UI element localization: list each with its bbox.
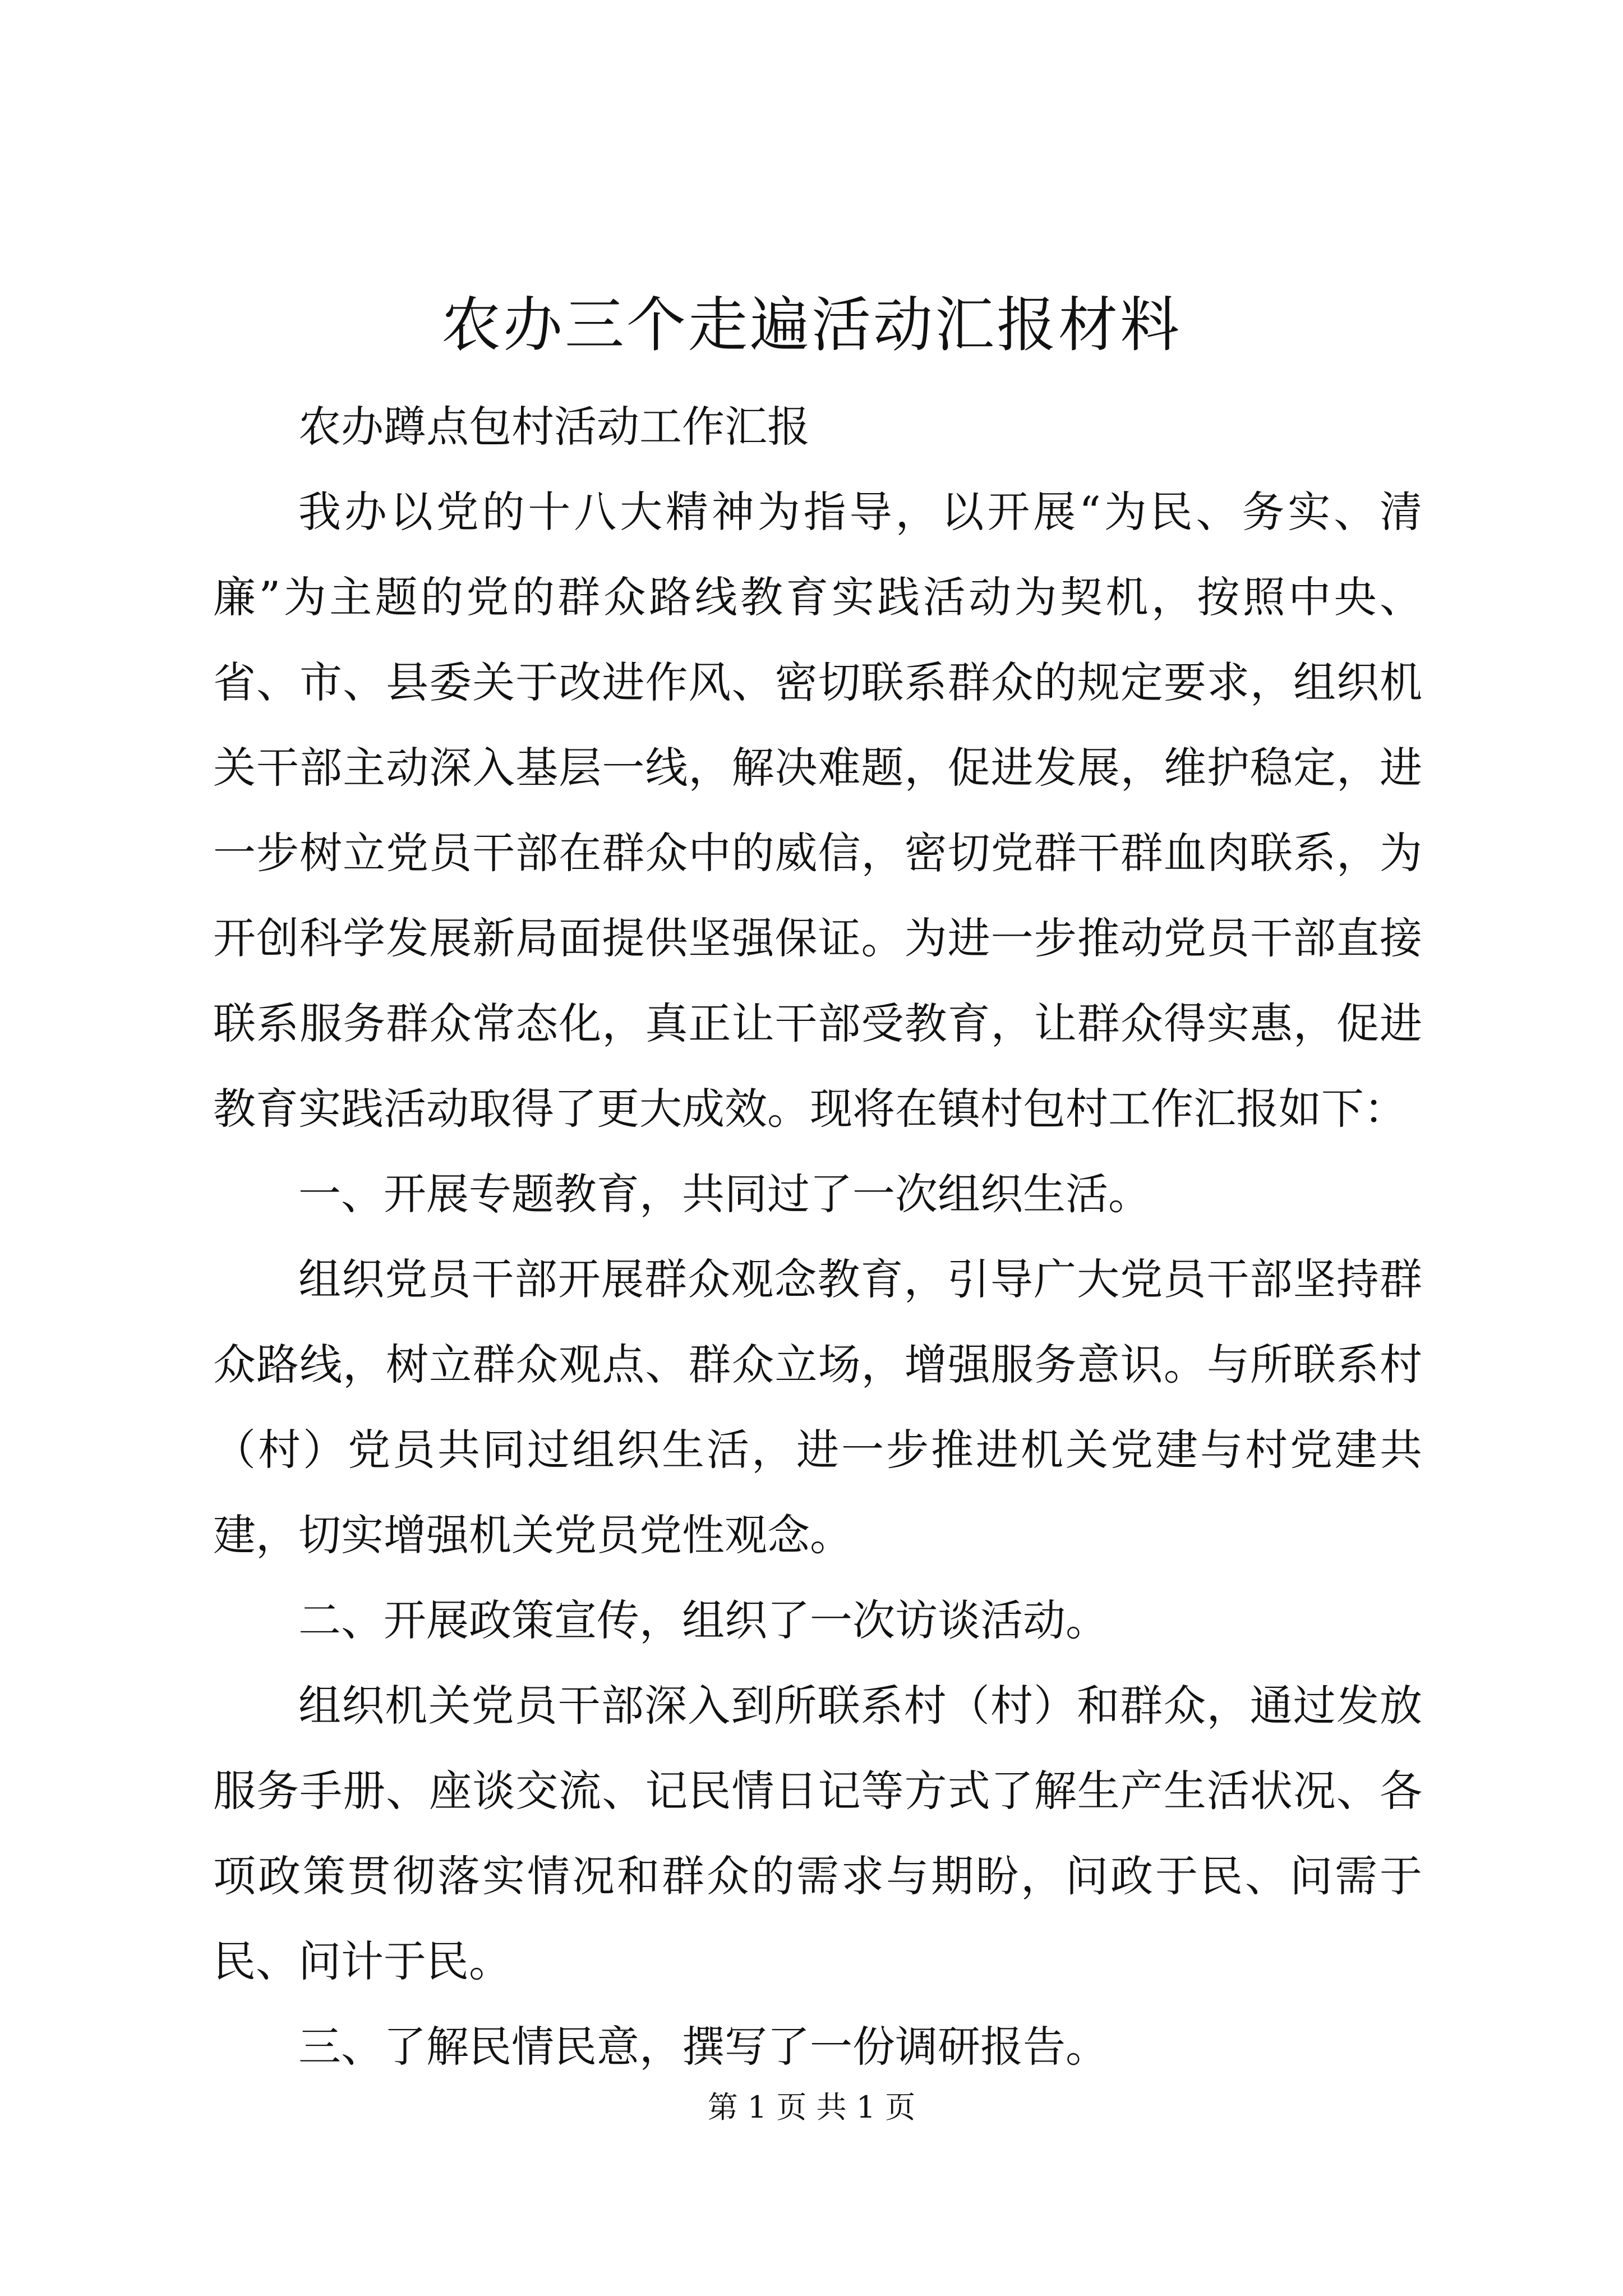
subtitle-paragraph: 农办蹲点包村活动工作汇报 bbox=[298, 402, 810, 452]
document-body bbox=[213, 384, 1422, 2090]
section-heading-3: 三、了解民情民意，撰写了一份调研报告。 bbox=[298, 2022, 1108, 2072]
intro-paragraph: 我办以党的十八大精神为指导，以开展“为民、务实、清廉”为主题的党的群众路线教育实践活动为契机，按照中央、省、市、县委关于改进作风、密切联系群众的规定要求，组织机关干部主动深入基层一线，解决难题，促进发展，维护稳定，进一步树立党员干部在群众中的威信，密切党群干群血肉联系，为开创科学发展新局面提供坚强保证。为进一步推动党员干部直接联系服务群众常态化，真正让干部受教育，让群众得实惠，促进教育实践活动取得了更大成效。现将在镇村包村工作汇报如下： bbox=[213, 487, 1422, 1134]
section-heading-1: 一、开展专题教育，共同过了一次组织生活。 bbox=[298, 1169, 1151, 1219]
document-title: 农办三个走遍活动汇报材料 bbox=[441, 291, 1182, 360]
section-paragraph-1: 组织党员干部开展群众观念教育，引导广大党员干部坚持群众路线，树立群众观点、群众立场，增强服务意识。与所联系村（村）党员共同过组织生活，进一步推进机关党建与村党建共建，切实增强机关党员党性观念。 bbox=[213, 1254, 1422, 1560]
section-paragraph-2: 组织机关党员干部深入到所联系村（村）和群众，通过发放服务手册、座谈交流、记民情日记等方式了解生产生活状况、各项政策贯彻落实情况和群众的需求与期盼，问政于民、问需于民、问计于民。 bbox=[213, 1681, 1422, 1986]
page-footer: 第 1 页 共 1 页 bbox=[707, 2090, 916, 2125]
section-heading-2: 二、开展政策宣传，组织了一次访谈活动。 bbox=[298, 1595, 1108, 1645]
